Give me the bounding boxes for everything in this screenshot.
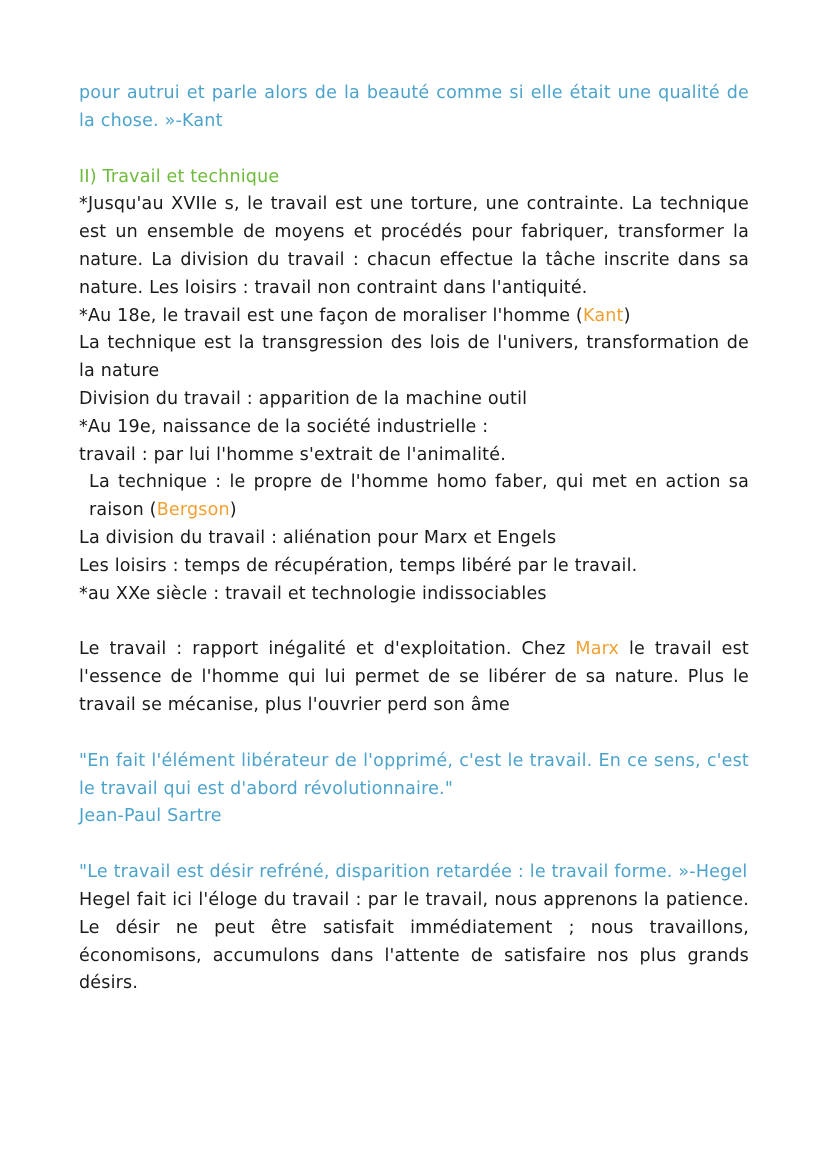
paragraph-hegel-commentary: Hegel fait ici l'éloge du travail : par le travail, nous apprenons la patience. Le désir ne peut être satisfait immédiatement ; nous travaillons, économisons, accumulons dans l'attente de satisfaire nos plus grands désirs. bbox=[79, 889, 749, 994]
document-page bbox=[79, 80, 749, 998]
paragraph-loisirs: Les loisirs : temps de récupération, temps libéré par le travail. bbox=[79, 555, 638, 576]
paragraph-18th-century bbox=[79, 303, 749, 331]
paragraph-20th-century: *au XXe siècle : travail et technologie indissociables bbox=[79, 583, 547, 604]
text-segment: La technique : le propre de l'homme homo faber, qui met en action sa raison ( bbox=[89, 472, 749, 521]
intro-quote: pour autrui et parle alors de la beauté comme si elle était une qualité de la chose. »-Kant bbox=[79, 83, 749, 131]
paragraph-marx bbox=[79, 636, 749, 719]
paragraph-alienation: La division du travail : aliénation pour Marx et Engels bbox=[79, 527, 557, 548]
spacer bbox=[79, 608, 749, 636]
text-segment: ) bbox=[229, 500, 237, 521]
text-segment: le travail est l'essence de l'homme qui lui permet de se libérer de sa nature. Plus le travail se mécanise, plus l'ouvrier perd son âme bbox=[79, 639, 749, 715]
philosopher-name-kant: Kant bbox=[582, 305, 624, 326]
paragraph-17th-century: *Jusqu'au XVIIe s, le travail est une torture, une contrainte. La technique est un ensemble de moyens et procédés pour fabriquer, transformer la nature. La division du travail : chacun effectue la tâche inscrite dans sa nature. Les loisirs : travail non contraint dans l'antiquité. bbox=[79, 194, 749, 298]
spacer bbox=[79, 136, 749, 164]
text-segment: *Au 18e, le travail est une façon de moraliser l'homme ( bbox=[79, 305, 583, 326]
spacer bbox=[79, 720, 749, 748]
paragraph-division-machine: Division du travail : apparition de la machine outil bbox=[79, 388, 528, 409]
philosopher-name-marx: Marx bbox=[575, 639, 620, 660]
philosopher-name-bergson: Bergson bbox=[156, 500, 230, 521]
paragraph-animalite: travail : par lui l'homme s'extrait de l'animalité. bbox=[79, 444, 506, 465]
sartre-quote: "En fait l'élément libérateur de l'opprimé, c'est le travail. En ce sens, c'est le travail qui est d'abord révolutionnaire." bbox=[79, 750, 749, 799]
paragraph-technique-transgression: La technique est la transgression des lois de l'univers, transformation de la nature bbox=[79, 333, 749, 382]
paragraph-19th-century: *Au 19e, naissance de la société industrielle : bbox=[79, 416, 489, 437]
text-segment: ) bbox=[623, 305, 631, 326]
spacer bbox=[79, 831, 749, 859]
paragraph-homo-faber bbox=[79, 469, 749, 525]
text-segment: Le travail : rapport inégalité et d'exploitation. Chez bbox=[79, 639, 576, 660]
sartre-quote-author: Jean-Paul Sartre bbox=[79, 806, 222, 827]
hegel-quote: "Le travail est désir refréné, disparition retardée : le travail forme. »-Hegel bbox=[79, 862, 748, 883]
section-heading: II) Travail et technique bbox=[79, 166, 280, 187]
